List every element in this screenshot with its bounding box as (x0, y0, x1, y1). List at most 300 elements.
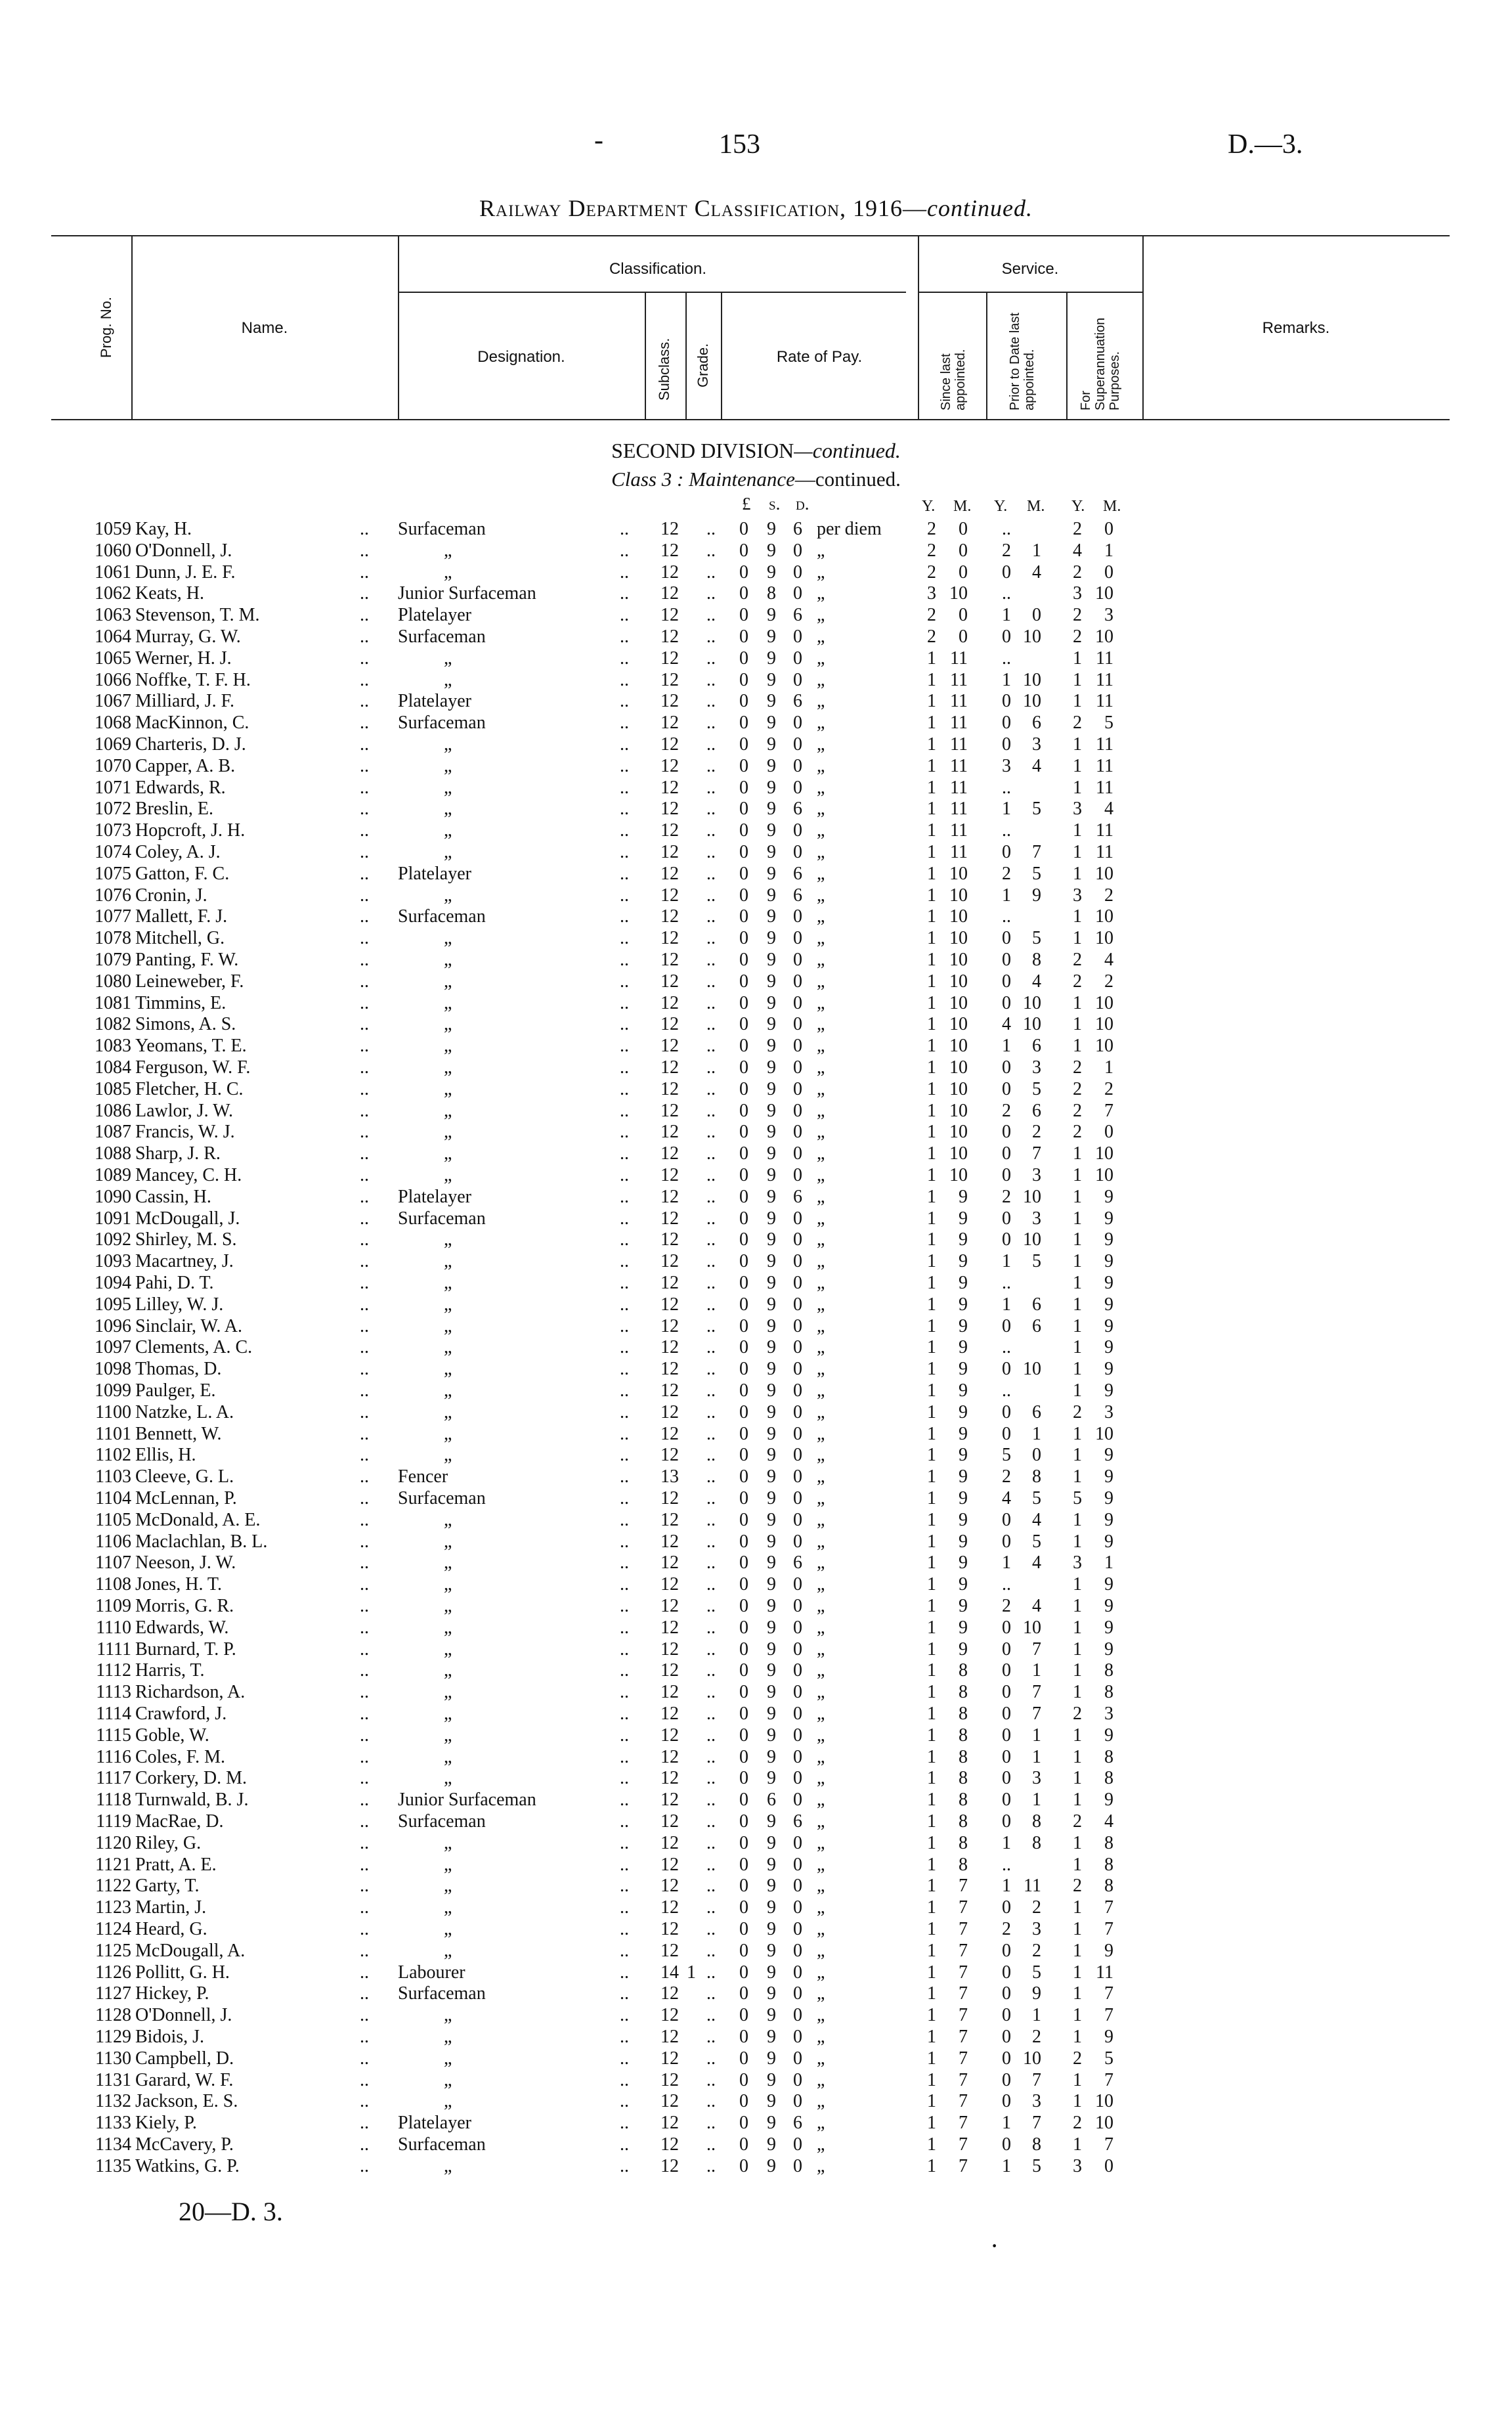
cell-m2: 8 (1032, 1466, 1041, 1487)
cell-shillings: 9 (767, 713, 776, 734)
cell-prog: 1083 (95, 1036, 131, 1057)
cell-m1: 9 (959, 1531, 968, 1552)
cell-per: „ (817, 1208, 825, 1229)
cell-subclass: 12 (660, 2091, 679, 2112)
cell-m2: 5 (1032, 799, 1041, 820)
leader-dots: .. (706, 583, 716, 604)
leader-dots: .. (706, 1639, 716, 1660)
cell-prog: 1120 (95, 1832, 131, 1853)
leader-dots: .. (620, 1811, 629, 1832)
cell-prog: 1086 (95, 1100, 131, 1121)
cell-y3: 1 (1073, 1251, 1082, 1272)
leader-dots: .. (620, 540, 629, 561)
cell-shillings: 9 (767, 605, 776, 626)
leader-dots: .. (360, 1445, 369, 1466)
cell-y1: 2 (927, 561, 936, 583)
cell-y2: 1 (1002, 885, 1011, 906)
cell-per: „ (817, 1273, 825, 1293)
cell-y1: 1 (927, 842, 936, 862)
cell-y2: 0 (1002, 1509, 1011, 1530)
leader-dots: .. (706, 1811, 716, 1832)
cell-y3: 1 (1073, 1531, 1082, 1552)
cell-prog: 1115 (96, 1725, 131, 1746)
cell-shillings: 9 (767, 1725, 776, 1746)
cell-m2: 2 (1032, 1940, 1041, 1961)
cell-name: Martin, J. (135, 1897, 207, 1918)
leader-dots: .. (360, 2113, 369, 2134)
cell-m2: 10 (1023, 2048, 1041, 2069)
title-year: , 1916— (840, 195, 928, 221)
leader-dots: .. (706, 2069, 716, 2090)
cell-desig: „ (444, 2155, 452, 2176)
cell-y1: 1 (927, 1660, 936, 1681)
cell-m2: 6 (1032, 713, 1041, 734)
leader-dots: .. (360, 1552, 369, 1573)
cell-prog: 1068 (95, 713, 131, 734)
cell-m3: 10 (1095, 627, 1113, 647)
leader-dots: .. (360, 1229, 369, 1250)
leader-dots: .. (360, 583, 369, 604)
cell-y1: 1 (927, 1746, 936, 1767)
title-continued: continued. (927, 195, 1033, 221)
document-reference: D.—3. (1228, 129, 1303, 160)
cell-y1: 1 (927, 713, 936, 734)
cell-subclass: 12 (660, 1488, 679, 1508)
leader-dots: .. (360, 2134, 369, 2155)
cell-per: „ (817, 799, 825, 820)
cell-m3: 11 (1096, 734, 1113, 755)
cell-pounds: 0 (739, 2134, 748, 2155)
cell-m3: 3 (1104, 1704, 1113, 1724)
cell-m2: 4 (1032, 755, 1041, 776)
cell-prog: 1066 (95, 669, 131, 690)
cell-m2: 1 (1032, 1725, 1041, 1746)
cell-y3: 1 (1073, 755, 1082, 776)
cell-subclass: 12 (660, 820, 679, 841)
cell-desig: „ (444, 950, 452, 970)
cell-prog: 1090 (95, 1186, 131, 1207)
leader-dots: .. (620, 1983, 629, 2004)
leader-dots: .. (620, 1704, 629, 1724)
leader-dots: .. (360, 950, 369, 970)
cell-shillings: 9 (767, 540, 776, 561)
cell-desig: „ (444, 1294, 452, 1315)
cell-y1: 1 (927, 928, 936, 949)
leader-dots: .. (620, 1509, 629, 1530)
cell-y2: 1 (1002, 1036, 1011, 1057)
cell-m1: 11 (950, 842, 968, 862)
cell-m3: 7 (1104, 1100, 1113, 1121)
cell-m3: 10 (1095, 1143, 1113, 1164)
leader-dots: .. (706, 1165, 716, 1185)
cell-m2: 10 (1023, 1359, 1041, 1380)
cell-pence: 0 (793, 1359, 802, 1380)
table-row (0, 1941, 1512, 1962)
leader-dots: .. (620, 2005, 629, 2026)
cell-m1: 9 (959, 1208, 968, 1229)
cell-pounds: 0 (739, 820, 748, 841)
cell-pence: 0 (793, 1466, 802, 1487)
cell-pence: 6 (793, 799, 802, 820)
leader-dots: .. (360, 1660, 369, 1681)
cell-m1: 9 (959, 1466, 968, 1487)
cell-desig: Surfaceman (398, 519, 486, 539)
table-row (0, 713, 1512, 734)
cell-m3: 8 (1104, 1832, 1113, 1853)
cell-m1: 11 (950, 734, 968, 755)
cell-y2: 0 (1002, 734, 1011, 755)
cell-y1: 1 (927, 777, 936, 798)
cell-m1: 9 (959, 1509, 968, 1530)
table-row (0, 1143, 1512, 1164)
cell-shillings: 9 (767, 1488, 776, 1508)
cell-subclass: 12 (660, 777, 679, 798)
table-row (0, 648, 1512, 669)
cell-pounds: 0 (739, 734, 748, 755)
cell-y1: 1 (927, 2027, 936, 2047)
leader-dots: .. (706, 1832, 716, 1853)
leader-dots: .. (706, 928, 716, 949)
cell-y1: 1 (927, 1531, 936, 1552)
cell-per: „ (817, 1380, 825, 1401)
cell-subclass: 12 (660, 1445, 679, 1466)
cell-pounds: 0 (739, 713, 748, 734)
cell-y1: 1 (927, 2155, 936, 2176)
cell-m3: 9 (1104, 1273, 1113, 1293)
cell-y1: 1 (927, 2091, 936, 2112)
leader-dots: .. (620, 734, 629, 755)
leader-dots: .. (620, 1466, 629, 1487)
cell-prog: 1117 (96, 1768, 131, 1789)
leader-dots: .. (706, 1401, 716, 1422)
cell-m1: 10 (949, 992, 968, 1013)
cell-m1: 9 (959, 1445, 968, 1466)
cell-m2: 0 (1032, 605, 1041, 626)
cell-pounds: 0 (739, 2027, 748, 2047)
leader-dots: .. (360, 561, 369, 583)
cell-name: Kiely, P. (135, 2113, 197, 2134)
cell-shillings: 9 (767, 1036, 776, 1057)
cell-m3: 9 (1104, 1940, 1113, 1961)
cell-m1: 0 (959, 627, 968, 647)
leader-dots: .. (620, 1682, 629, 1703)
cell-m1: 0 (959, 519, 968, 539)
cell-name: Campbell, D. (135, 2048, 234, 2069)
cell-per: „ (817, 2069, 825, 2090)
table-row (0, 1704, 1512, 1725)
leader-dots: .. (706, 1552, 716, 1573)
table-row (0, 2134, 1512, 2155)
cell-y1: 1 (927, 1036, 936, 1057)
cell-m3: 2 (1104, 1078, 1113, 1099)
leader-dots: .. (360, 971, 369, 992)
cell-m3: 10 (1095, 583, 1113, 604)
cell-y2: 0 (1002, 1359, 1011, 1380)
leader-dots: .. (620, 1143, 629, 1164)
table-row (0, 950, 1512, 971)
cell-shillings: 9 (767, 1380, 776, 1401)
cell-pounds: 0 (739, 627, 748, 647)
header-service: Service. (1001, 260, 1059, 278)
cell-m2: 1 (1032, 1790, 1041, 1811)
cell-prog: 1100 (95, 1401, 131, 1422)
table-row (0, 1165, 1512, 1186)
cell-y2: 1 (1002, 799, 1011, 820)
leader-dots: .. (706, 1294, 716, 1315)
cell-name: Mancey, C. H. (135, 1165, 242, 1185)
cell-y1: 1 (927, 1078, 936, 1099)
cell-prog: 1113 (96, 1682, 131, 1703)
cell-name: Breslin, E. (135, 799, 213, 820)
cell-prog: 1128 (95, 2005, 131, 2026)
cell-per: „ (817, 777, 825, 798)
cell-m1: 9 (959, 1186, 968, 1207)
cell-y1: 1 (927, 1596, 936, 1616)
cell-y1: 1 (927, 1466, 936, 1487)
leader-dots: .. (620, 906, 629, 927)
leader-dots: .. (360, 928, 369, 949)
cell-y1: 1 (927, 1165, 936, 1185)
leader-dots: .. (360, 755, 369, 776)
leader-dots: .. (360, 1401, 369, 1422)
cell-y2: 1 (1002, 1876, 1011, 1897)
cell-prog: 1108 (95, 1574, 131, 1595)
cell-y3: 1 (1073, 2134, 1082, 2155)
cell-y1: 1 (927, 648, 936, 669)
cell-m2: 10 (1023, 1186, 1041, 1207)
cell-pounds: 0 (739, 648, 748, 669)
table-row (0, 519, 1512, 540)
cell-pence: 0 (793, 1273, 802, 1293)
leader-dots: .. (706, 669, 716, 690)
cell-desig: „ (444, 1596, 452, 1616)
cell-shillings: 9 (767, 648, 776, 669)
cell-pence: 6 (793, 691, 802, 712)
cell-name: Heard, G. (135, 1919, 207, 1939)
cell-desig: Labourer (398, 1962, 465, 1983)
cell-per: „ (817, 1940, 825, 1961)
cell-prog: 1089 (95, 1165, 131, 1185)
cell-y3: 1 (1073, 1746, 1082, 1767)
cell-per: „ (817, 1294, 825, 1315)
cell-y3: 2 (1073, 1057, 1082, 1078)
cell-prog: 1102 (95, 1445, 131, 1466)
cell-prog: 1098 (95, 1359, 131, 1380)
header-top-rule (51, 235, 1450, 236)
division-name: SECOND DIVISION (611, 439, 794, 462)
cell-y2: 0 (1002, 2027, 1011, 2047)
cell-m2: 1 (1032, 540, 1041, 561)
leader-dots: .. (620, 1445, 629, 1466)
cell-pence: 0 (793, 1897, 802, 1918)
cell-m1: 10 (949, 928, 968, 949)
table-row (0, 627, 1512, 648)
cell-y3: 1 (1073, 1423, 1082, 1444)
cell-shillings: 9 (767, 1811, 776, 1832)
table-row (0, 734, 1512, 755)
cell-desig: „ (444, 1919, 452, 1939)
cell-subclass: 12 (660, 691, 679, 712)
cell-shillings: 9 (767, 1962, 776, 1983)
cell-name: Crawford, J. (135, 1704, 227, 1724)
cell-per: „ (817, 950, 825, 970)
cell-y2: .. (1002, 1854, 1011, 1875)
cell-m3: 8 (1104, 1682, 1113, 1703)
cell-m1: 11 (950, 820, 968, 841)
cell-y1: 2 (927, 627, 936, 647)
cell-m3: 9 (1104, 1639, 1113, 1660)
cell-prog: 1075 (95, 863, 131, 884)
cell-prog: 1080 (95, 971, 131, 992)
cell-pence: 0 (793, 950, 802, 970)
cell-pence: 0 (793, 992, 802, 1013)
cell-name: Bidois, J. (135, 2027, 205, 2047)
cell-y1: 1 (927, 1854, 936, 1875)
cell-pence: 0 (793, 2069, 802, 2090)
cell-m2: 6 (1032, 1294, 1041, 1315)
cell-pounds: 0 (739, 2155, 748, 2176)
cell-subclass: 12 (660, 1186, 679, 1207)
cell-desig: Surfaceman (398, 1208, 486, 1229)
cell-name: Capper, A. B. (135, 755, 236, 776)
cell-prog: 1091 (95, 1208, 131, 1229)
cell-per: „ (817, 691, 825, 712)
cell-name: Simons, A. S. (135, 1014, 236, 1035)
leader-dots: .. (360, 1940, 369, 1961)
cell-name: Burnard, T. P. (135, 1639, 236, 1660)
unit-pounds: £ (742, 494, 751, 514)
leader-dots: .. (706, 992, 716, 1013)
cell-pence: 0 (793, 1401, 802, 1422)
cell-per: „ (817, 842, 825, 862)
cell-y3: 1 (1073, 1919, 1082, 1939)
cell-per: „ (817, 885, 825, 906)
cell-name: Dunn, J. E. F. (135, 561, 236, 583)
cell-y3: 1 (1073, 1574, 1082, 1595)
col-rule (685, 292, 687, 420)
header-remarks: Remarks. (1262, 319, 1330, 337)
cell-desig: „ (444, 1057, 452, 1078)
cell-m2: 7 (1032, 1639, 1041, 1660)
cell-prog: 1070 (95, 755, 131, 776)
leader-dots: .. (706, 1768, 716, 1789)
cell-per: „ (817, 2134, 825, 2155)
cell-m1: 9 (959, 1639, 968, 1660)
cell-y2: 5 (1002, 1445, 1011, 1466)
cell-per: „ (817, 2027, 825, 2047)
leader-dots: .. (620, 1552, 629, 1573)
cell-pence: 6 (793, 885, 802, 906)
table-row (0, 2070, 1512, 2091)
cell-m2: 3 (1032, 1057, 1041, 1078)
cell-subclass: 12 (660, 1897, 679, 1918)
cell-shillings: 9 (767, 863, 776, 884)
leader-dots: .. (620, 992, 629, 1013)
cell-pounds: 0 (739, 906, 748, 927)
cell-name: Jackson, E. S. (135, 2091, 238, 2112)
cell-pounds: 0 (739, 1552, 748, 1573)
cell-m3: 11 (1096, 820, 1113, 841)
cell-per: „ (817, 1790, 825, 1811)
cell-name: Garard, W. F. (135, 2069, 234, 2090)
cell-name: Turnwald, B. J. (135, 1790, 249, 1811)
cell-desig: Surfaceman (398, 1983, 486, 2004)
cell-shillings: 9 (767, 1639, 776, 1660)
cell-per: „ (817, 1811, 825, 1832)
cell-m2: 6 (1032, 1100, 1041, 1121)
cell-shillings: 9 (767, 1897, 776, 1918)
cell-pence: 0 (793, 1251, 802, 1272)
cell-pounds: 0 (739, 1014, 748, 1035)
cell-pence: 0 (793, 1854, 802, 1875)
unit-years-2: Y. (994, 498, 1008, 515)
cell-y1: 1 (927, 1509, 936, 1530)
cell-y2: 0 (1002, 1660, 1011, 1681)
cell-m1: 10 (949, 1100, 968, 1121)
cell-m3: 9 (1104, 1380, 1113, 1401)
cell-pounds: 0 (739, 1919, 748, 1939)
cell-m1: 11 (950, 669, 968, 690)
cell-m2: 5 (1032, 2155, 1041, 2176)
cell-y3: 2 (1073, 1122, 1082, 1143)
cell-y1: 1 (927, 906, 936, 927)
cell-desig: „ (444, 1617, 452, 1638)
cell-shillings: 9 (767, 777, 776, 798)
leader-dots: .. (360, 1315, 369, 1336)
cell-shillings: 9 (767, 2134, 776, 2155)
cell-y3: 1 (1073, 2091, 1082, 2112)
cell-y2: .. (1002, 583, 1011, 604)
cell-m1: 8 (959, 1832, 968, 1853)
cell-y3: 1 (1073, 1660, 1082, 1681)
cell-prog: 1109 (95, 1596, 131, 1616)
cell-y3: 2 (1073, 1704, 1082, 1724)
cell-subclass: 12 (660, 648, 679, 669)
cell-pence: 0 (793, 971, 802, 992)
cell-name: Fletcher, H. C. (135, 1078, 244, 1099)
cell-pounds: 0 (739, 1294, 748, 1315)
cell-y2: 0 (1002, 992, 1011, 1013)
cell-shillings: 9 (767, 1768, 776, 1789)
cell-y3: 2 (1073, 971, 1082, 992)
cell-prog: 1122 (95, 1876, 131, 1897)
cell-subclass: 12 (660, 540, 679, 561)
cell-m3: 7 (1104, 2069, 1113, 2090)
division-continued: —continued. (794, 439, 901, 462)
cell-m3: 11 (1096, 691, 1113, 712)
leader-dots: .. (620, 1014, 629, 1035)
leader-dots: .. (706, 1596, 716, 1616)
cell-y2: 0 (1002, 627, 1011, 647)
cell-shillings: 9 (767, 1854, 776, 1875)
leader-dots: .. (706, 1617, 716, 1638)
cell-pence: 0 (793, 2027, 802, 2047)
cell-m2: 7 (1032, 1682, 1041, 1703)
cell-shillings: 9 (767, 971, 776, 992)
cell-m1: 9 (959, 1229, 968, 1250)
cell-desig: „ (444, 1165, 452, 1185)
cell-prog: 1088 (95, 1143, 131, 1164)
cell-m2: 3 (1032, 1768, 1041, 1789)
cell-desig: „ (444, 842, 452, 862)
cell-pounds: 0 (739, 1790, 748, 1811)
cell-name: Natzke, L. A. (135, 1401, 234, 1422)
cell-m1: 11 (950, 777, 968, 798)
cell-m1: 0 (959, 561, 968, 583)
cell-desig: „ (444, 1229, 452, 1250)
cell-pounds: 0 (739, 799, 748, 820)
cell-name: Ellis, H. (135, 1445, 196, 1466)
